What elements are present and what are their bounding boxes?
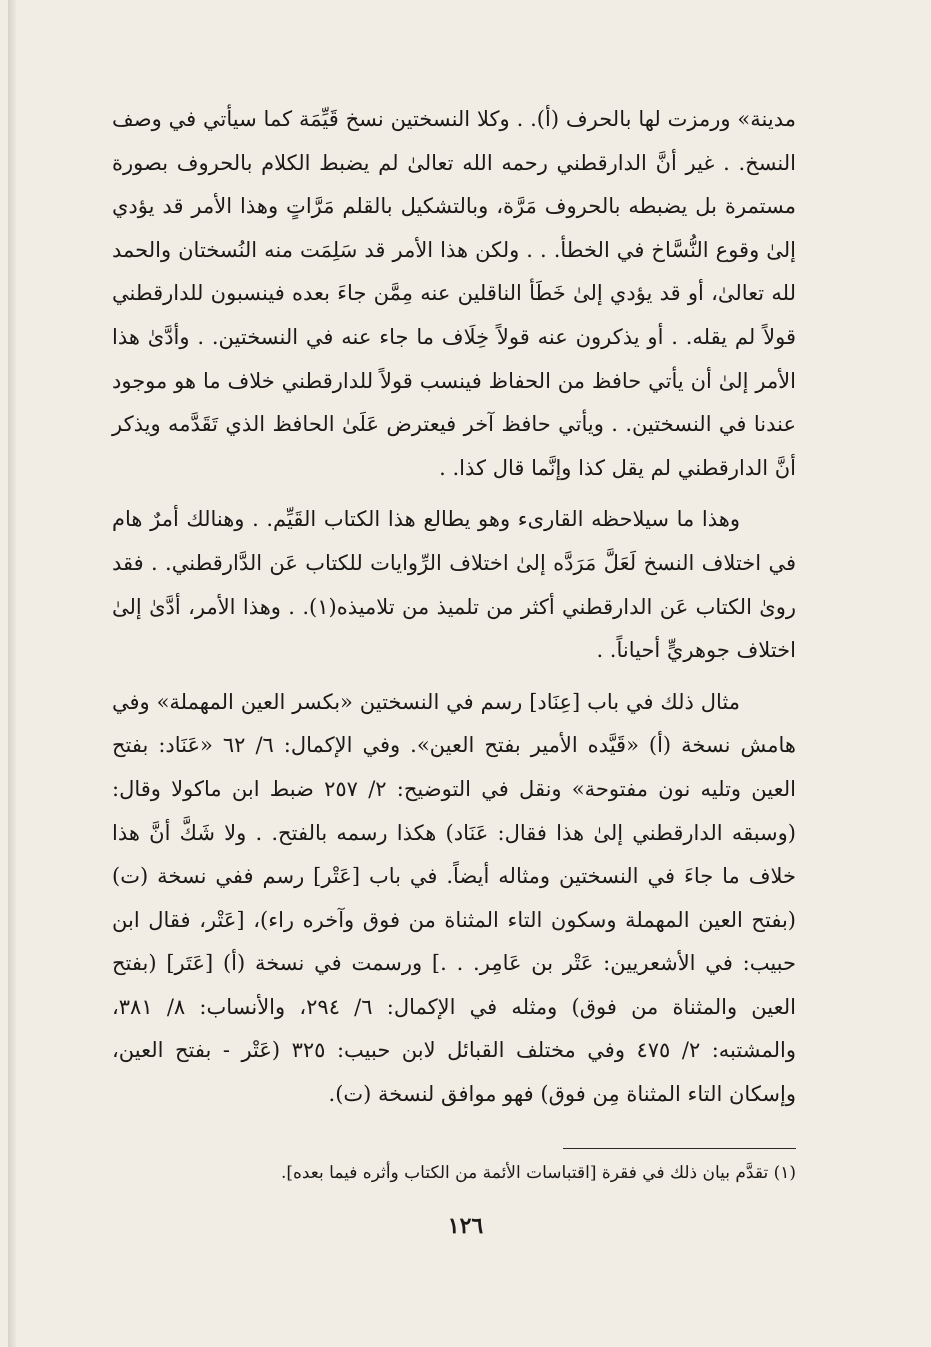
page-gutter-shadow	[8, 0, 16, 1347]
footnote-divider	[563, 1148, 796, 1149]
paragraph-3: مثال ذلك في باب [عِنَاد] رسم في النسختين «بكسر العين المهملة» وفي هامش نسخة (أ) «قَيَّده الأمير بفتح العين». وفي الإكمال: ٦/ ٦٢ «عَنَاد: بفتح العين وتليه نون مفتوحة» ونقل في التوضيح: ٢/ ٢٥٧ ضبط ابن ماكولا وقال: (وسبقه الدارقطني إلىٰ هذا فقال: عَنَاد) هكذا رسمه بالفتح. . ولا شَكَّ أنَّ هذا خلاف ما جاءَ في النسختين ومثاله أيضاً. في باب [عَتْر] رسم ففي نسخة (ت)(بفتح العين المهملة وسكون التاء المثناة من فوق وآخره راء)، [عَتْر، فقال ابن حبيب: في الأشعريين: عَتْر بن عَامِر. . .] ورسمت في نسخة (أ) [عَتَر] (بفتح العين والمثناة من فوق) ومثله في الإكمال: ٦/ ٢٩٤، والأنساب: ٨/ ٣٨١، والمشتبه: ٢/ ٤٧٥ وفي مختلف القبائل لابن حبيب: ٣٢٥ (عَتْر - بفتح العين، وإسكان التاء المثناة مِن فوق) فهو موافق لنسخة (ت).	[112, 689, 796, 1107]
page-number: ١٢٦	[447, 1213, 484, 1239]
paragraph-1: مدينة» ورمزت لها بالحرف (أ). . وكلا النسختين نسخ قَيِّمَة كما سيأتي في وصف النسخ. . غير أنَّ الدارقطني رحمه الله تعالىٰ لم يضبط الكلام بالحروف بصورة مستمرة بل يضبطه بالحروف مَرَّة، وبالتشكيل بالقلم مَرَّاتٍ وهذا الأمر قد يؤدي إلىٰ وقوع النُّسَّاخ في الخطأ. . . ولكن هذا الأمر قد سَلِمَت منه النُسختان والحمد لله تعالىٰ، أو قد يؤدي إلىٰ خَطَأ الناقلين عنه مِمَّن جاءَ بعده فينسبون للدارقطني قولاً لم يقله. . أو يذكرون عنه قولاً خِلَاف ما جاء عنه في النسختين. . وأدَّىٰ هذا الأمر إلىٰ أن يأتي حافظ من الحفاظ فينسب قولاً للدارقطني خلاف ما هو موجود عندنا في النسختين. . ويأتي حافظ آخر فيعترض عَلَىٰ الحافظ الذي تَقَدَّمه ويذكر أنَّ الدارقطني لم يقل كذا وإنَّما قال كذا. .	[112, 107, 796, 480]
footnote: (١) تقدَّم بيان ذلك في فقرة [اقتباسات الأئمة من الكتاب وأثره فيما بعده].	[280, 1163, 796, 1183]
main-text	[112, 98, 796, 1117]
paragraph-2: وهذا ما سيلاحظه القارىء وهو يطالع هذا الكتاب القَيِّم. . وهنالك أمرٌ هام في اختلاف النسخ لَعَلَّ مَرَدَّه إلىٰ اختلاف الرِّوايات للكتاب عَن الدَّارقطني. . فقد روىٰ الكتاب عَن الدارقطني أكثر من تلميذ من تلاميذه(١). . وهذا الأمر، أدَّىٰ إلىٰ اختلاف جوهريٍّ أحياناً. .	[112, 507, 797, 663]
